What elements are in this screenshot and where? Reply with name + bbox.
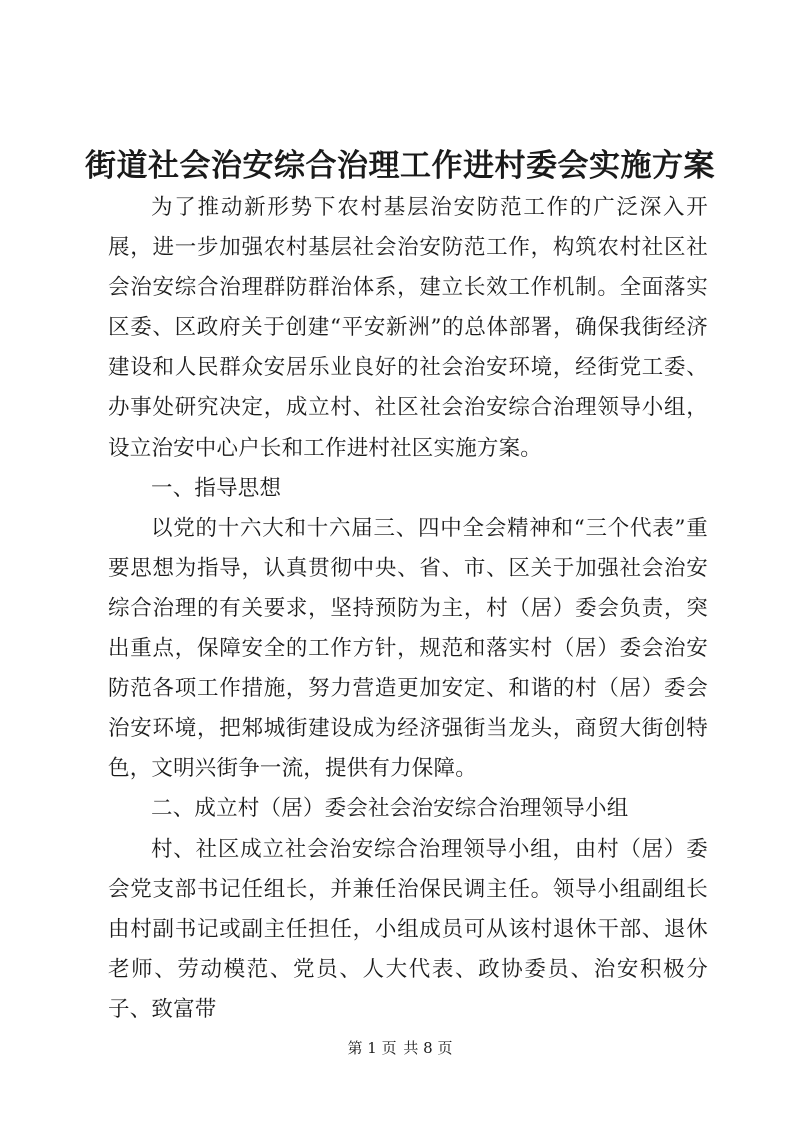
document-body: [108, 188, 708, 1030]
section-heading-leadership-group: 二、成立村（居）委会社会治安综合治理领导小组: [151, 796, 629, 822]
paragraph-guiding-ideology: 以党的十六大和十六届三、四中全会精神和“三个代表”重要思想为指导，认真贯彻中央、省、市、区关于加强社会治安综合治理的有关要求，坚持预防为主，村（居）委会负责，突出重点，保障安全的工作方针，规范和落实村（居）委会治安防范各项工作措施，努力营造更加安定、和谐的村（居）委会治安环境，把邾城街建设成为经济强街当龙头，商贸大街创特色，文明兴街争一流，提供有力保障。: [108, 515, 708, 782]
page-footer: [0, 1037, 800, 1058]
document-title: 街道社会治安综合治理工作进村委会实施方案: [85, 148, 715, 184]
paragraph-intro: 为了推动新形势下农村基层治安防范工作的广泛深入开展，进一步加强农村基层社会治安防范工作，构筑农村社区社会治安综合治理群防群治体系，建立长效工作机制。全面落实区委、区政府关于创建“平安新洲”的总体部署，确保我街经济建设和人民群众安居乐业良好的社会治安环境，经街党工委、办事处研究决定，成立村、社区社会治安综合治理领导小组，设立治安中心户长和工作进村社区实施方案。: [108, 195, 708, 461]
section-heading-guiding-ideology: 一、指导思想: [151, 475, 282, 501]
paragraph-leadership-group: 村、社区成立社会治安综合治理领导小组，由村（居）委会党支部书记任组长，并兼任治保民调主任。领导小组副组长由村副书记或副主任担任，小组成员可从该村退休干部、退休老师、劳动模范、党员、人大代表、政协委员、治安积极分子、致富带: [108, 836, 708, 1022]
page-total: 共 8 页: [403, 1039, 453, 1057]
page-number: 第 1 页: [347, 1039, 397, 1057]
